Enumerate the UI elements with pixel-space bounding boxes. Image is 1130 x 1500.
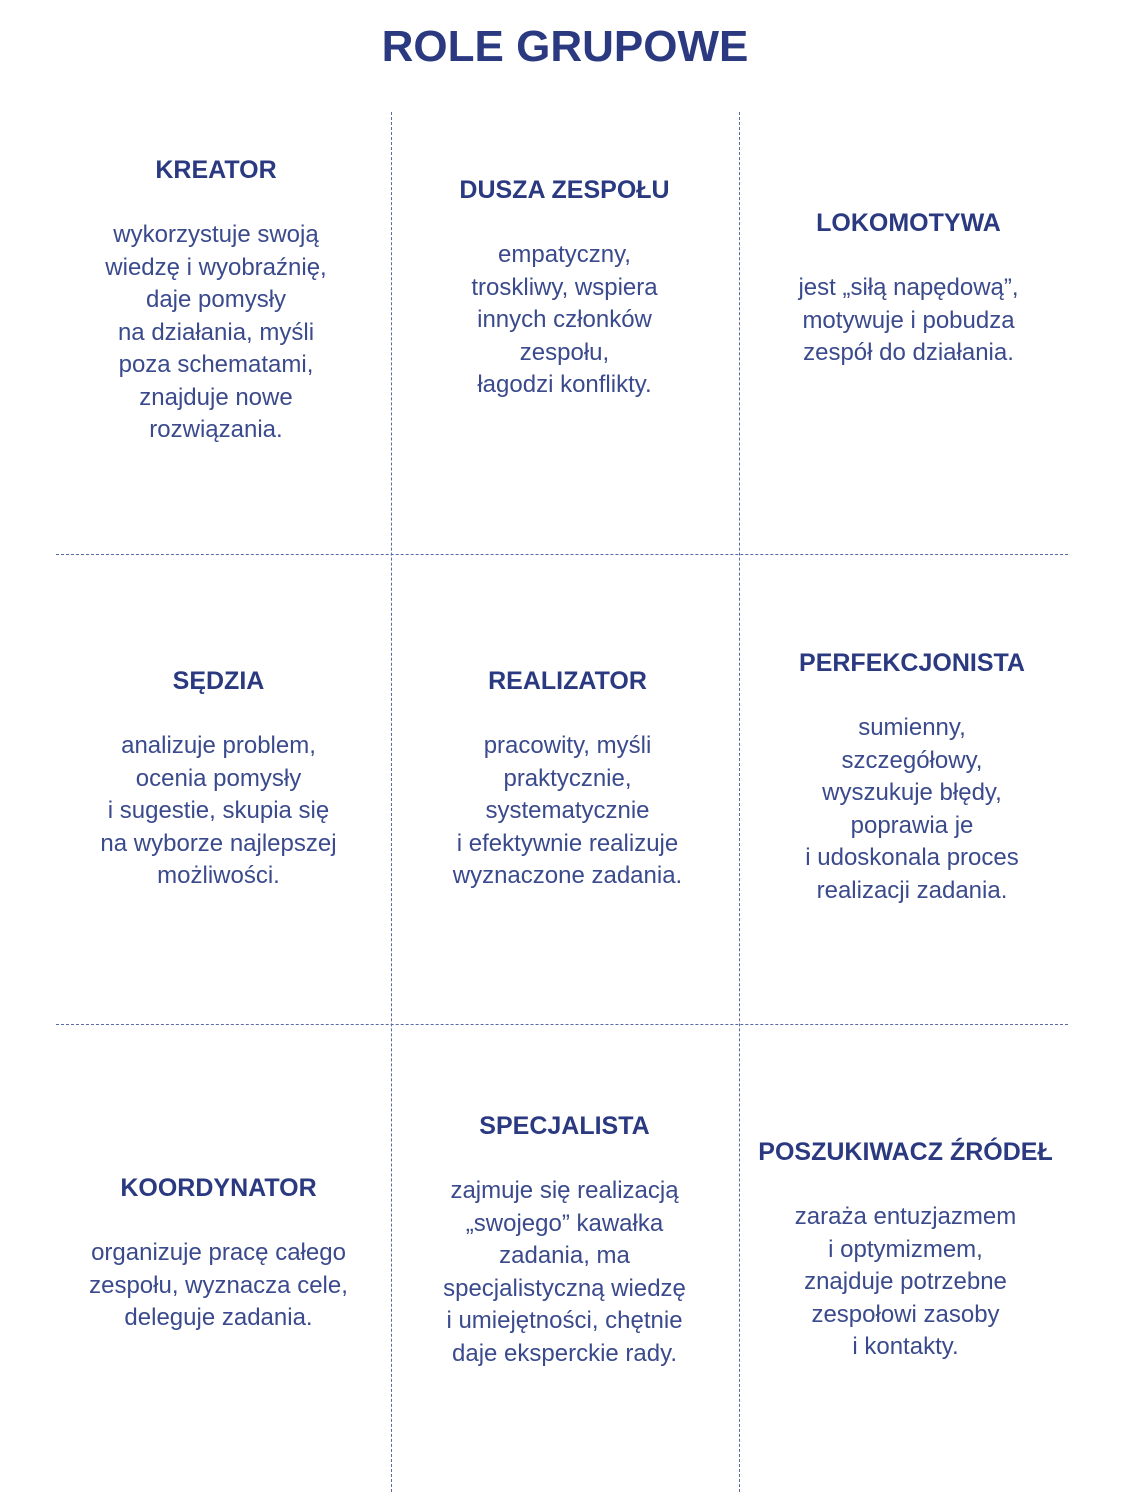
role-card-koordynator	[56, 1174, 381, 1335]
role-description: zajmuje się realizacją „swojego” kawałka zadania, ma specjalistyczną wiedzę i umiejętności, chętnie daje eksperckie rady.	[443, 1177, 686, 1367]
page-title: ROLE GRUPOWE	[381, 22, 749, 71]
role-title: KREATOR	[155, 156, 277, 184]
role-card-kreator	[56, 156, 376, 447]
role-card-dusza-zespolu	[402, 176, 727, 402]
horizontal-divider-bottom	[56, 1024, 1068, 1025]
role-description: empatyczny, troskliwy, wspiera innych członków zespołu, łagodzi konflikty.	[471, 241, 658, 398]
role-title: KOORDYNATOR	[120, 1174, 317, 1202]
role-card-realizator	[405, 667, 730, 893]
role-title: PERFEKCJONISTA	[799, 649, 1025, 677]
role-description: pracowity, myśli praktycznie, systematycznie i efektywnie realizuje wyznaczone zadania.	[452, 732, 683, 889]
role-title: LOKOMOTYWA	[816, 209, 1001, 237]
role-title: REALIZATOR	[488, 667, 647, 695]
role-description: wykorzystuje swoją wiedzę i wyobraźnię, daje pomysły na działania, myśli poza schematami, znajduje nowe rozwiązania.	[105, 221, 327, 443]
role-title: SPECJALISTA	[479, 1112, 650, 1140]
role-description: analizuje problem, ocenia pomysły i sugestie, skupia się na wyborze najlepszej możliwości.	[100, 732, 337, 889]
role-title: POSZUKIWACZ ŹRÓDEŁ	[758, 1138, 1053, 1166]
role-description: zaraża entuzjazmem i optymizmem, znajduje potrzebne zespołowi zasoby i kontakty.	[794, 1203, 1017, 1360]
role-title: DUSZA ZESPOŁU	[459, 176, 670, 204]
role-description: jest „siłą napędową”, motywuje i pobudza zespół do działania.	[798, 274, 1019, 366]
role-description: organizuje pracę całego zespołu, wyznacza cele, deleguje zadania.	[89, 1239, 348, 1331]
vertical-divider-left	[391, 112, 392, 1492]
role-card-poszukiwacz-zrodel	[743, 1138, 1068, 1364]
horizontal-divider-top	[56, 554, 1068, 555]
role-card-sedzia	[56, 667, 381, 893]
role-title: SĘDZIA	[172, 667, 265, 695]
role-card-lokomotywa	[746, 209, 1071, 370]
role-card-perfekcjonista	[752, 649, 1072, 907]
role-description: sumienny, szczegółowy, wyszukuje błędy, poprawia je i udoskonala proces realizacji zadania.	[805, 714, 1019, 904]
vertical-divider-right	[739, 112, 740, 1492]
role-card-specjalista	[402, 1112, 727, 1370]
